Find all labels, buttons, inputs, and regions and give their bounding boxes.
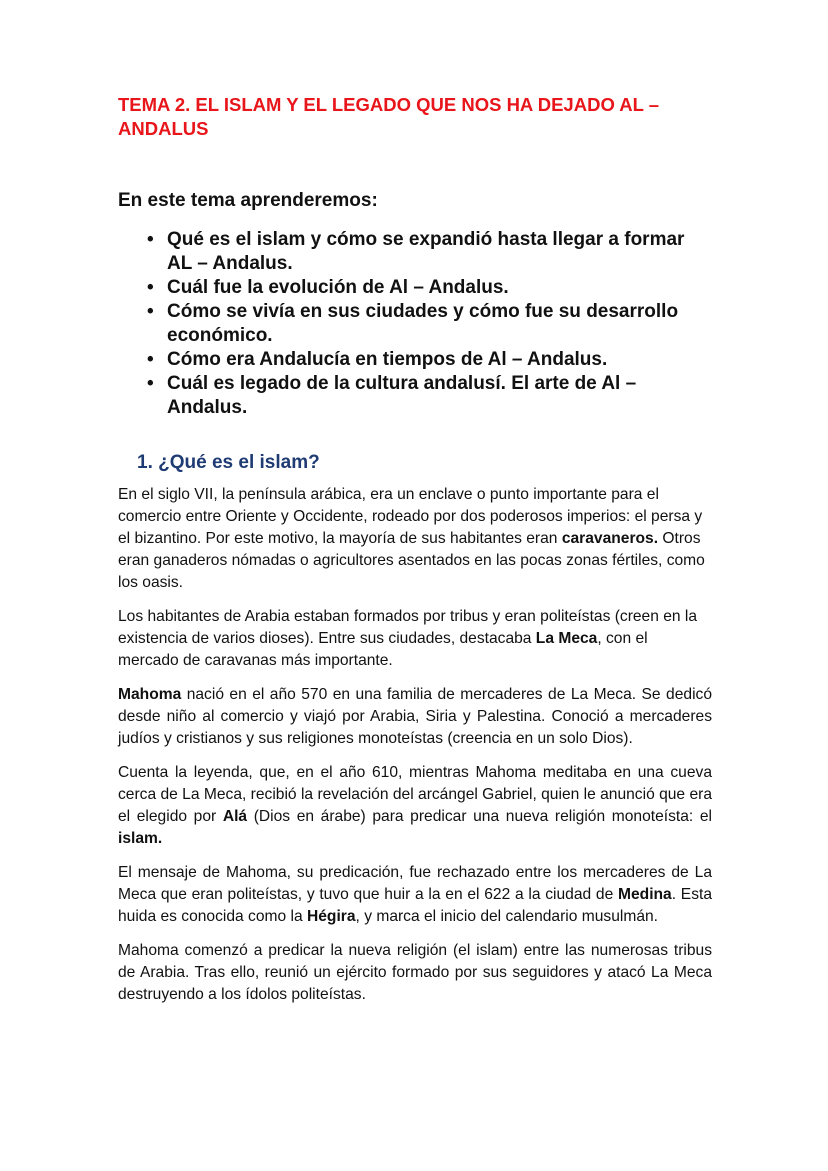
text-run: , con el mercado de caravanas más importante. [118, 630, 648, 669]
list-item [147, 276, 707, 300]
paragraph [118, 606, 712, 672]
text-run: (Dios en árabe) para predicar una nueva religión monoteísta: el [247, 808, 712, 825]
bold-term: Medina [618, 886, 672, 903]
list-item-text: Cómo era Andalucía en tiempos de Al – Andalus. [167, 349, 608, 370]
paragraph [118, 684, 712, 750]
text-run: El mensaje de Mahoma, su predicación, fue rechazado entre los mercaderes de La Meca que eran politeístas, y tuvo que huir a la en el 622 a la ciudad de [118, 864, 712, 903]
list-item [147, 300, 707, 348]
text-run: Cuenta la leyenda, que, en el año 610, mientras Mahoma meditaba en una cueva cerca de La Meca, recibió la revelación del arcángel Gabriel, quien le anunció que era el elegido por [118, 764, 712, 825]
list-item [147, 348, 707, 372]
text-run: En el siglo VII, la península arábica, era un enclave o punto importante para el comercio entre Oriente y Occidente, rodeado por dos poderosos imperios: el persa y el bizantino. Por este motivo, la mayoría de sus habitantes eran [118, 486, 703, 547]
list-item-text: Cuál fue la evolución de Al – Andalus. [167, 277, 509, 298]
list-item-text: Qué es el islam y cómo se expandió hasta llegar a formar AL – Andalus. [167, 229, 685, 274]
text-run: Mahoma comenzó a predicar la nueva religión (el islam) entre las numerosas tribus de Arabia. Tras ello, reunió un ejército formado por sus seguidores y atacó La Meca destruyendo a los ídolos politeístas. [118, 942, 712, 1003]
paragraph [118, 762, 712, 850]
bullet-icon: • [147, 229, 154, 250]
text-run: , y marca el inicio del calendario musulmán. [355, 908, 659, 925]
paragraph [118, 484, 712, 594]
bold-term: La Meca [535, 630, 598, 647]
bullet-icon: • [147, 349, 154, 370]
list-item [147, 372, 707, 420]
paragraph [118, 940, 712, 1006]
text-run: Los habitantes de Arabia estaban formados por tribus y eran politeístas (creen en la existencia de varios dioses). Entre sus ciudades, destacaba [118, 608, 698, 647]
bold-term: caravaneros. [561, 530, 659, 547]
text-run: nació en el año 570 en una familia de mercaderes de La Meca. Se dedicó desde niño al comercio y viajó por Arabia, Siria y Palestina. Conoció a mercaderes judíos y cristianos y sus religiones monoteístas (creencia en un solo Dios). [118, 686, 712, 747]
list-item-text: Cómo se vivía en sus ciudades y cómo fue su desarrollo económico. [167, 301, 679, 346]
bullet-icon: • [147, 301, 154, 322]
body-text [118, 484, 712, 1018]
section-heading: 1. ¿Qué es el islam? [137, 452, 320, 473]
bold-term: Mahoma [118, 686, 182, 703]
bold-term: islam. [118, 830, 163, 847]
bullet-icon: • [147, 277, 154, 298]
list-item [147, 228, 707, 276]
document-title: TEMA 2. EL ISLAM Y EL LEGADO QUE NOS HA DEJADO AL – ANDALUS [118, 94, 660, 139]
bullet-icon: • [147, 373, 154, 394]
bold-term: Alá [222, 808, 248, 825]
text-run: . Esta huida es conocida como la [118, 886, 712, 925]
list-item-text: Cuál es legado de la cultura andalusí. El arte de Al – Andalus. [167, 373, 637, 418]
learning-objectives-list [147, 228, 707, 420]
text-run: Otros eran ganaderos nómadas o agricultores asentados en las pocas zonas fértiles, como los oasis. [118, 530, 705, 591]
paragraph [118, 862, 712, 928]
intro-heading: En este tema aprenderemos: [118, 190, 378, 211]
bold-term: Hégira [306, 908, 356, 925]
